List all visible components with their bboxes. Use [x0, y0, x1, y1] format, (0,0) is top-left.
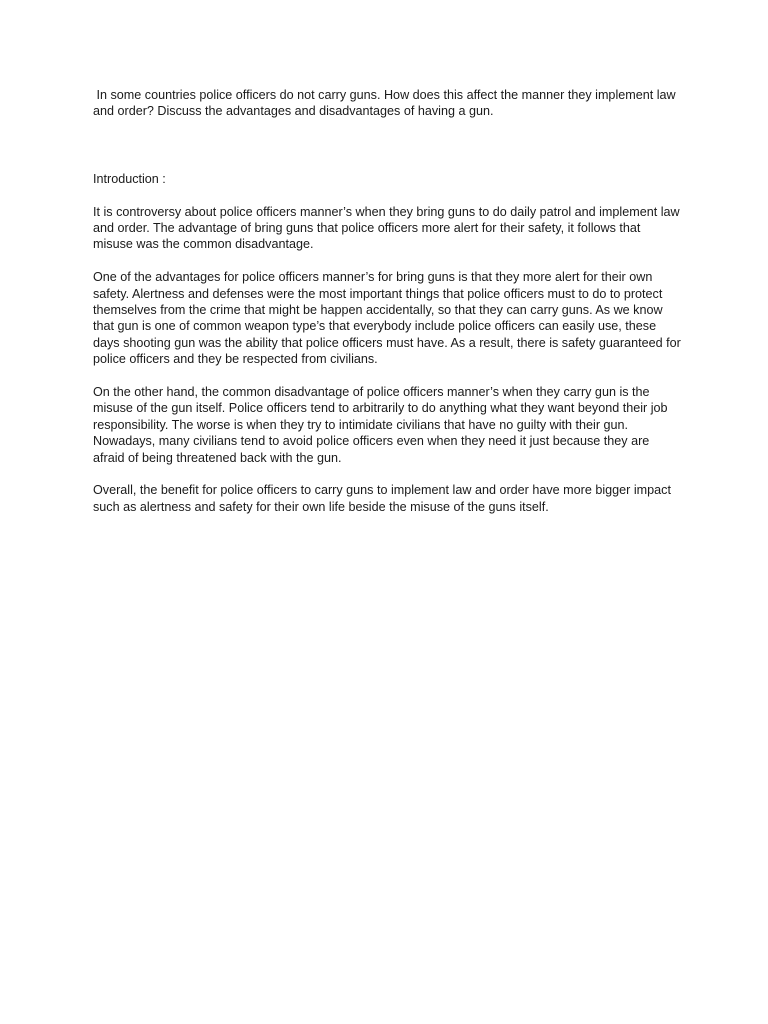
introduction-heading: Introduction : — [93, 171, 166, 186]
paragraph-conclusion: Overall, the benefit for police officers to carry guns to implement law and order have more bigger impact such as alertness and safety for their own life beside the misuse of the guns itself. — [93, 483, 671, 514]
essay-prompt: In some countries police officers do not carry guns. How does this affect the manner they implement law and order? Discuss the advantages and disadvantages of having a gun. — [93, 88, 680, 119]
paragraph-disadvantages: On the other hand, the common disadvantage of police officers manner’s when they carry gun is the misuse of the gun itself. Police officers tend to arbitrarily to do anything what they want beyond their job responsibility. The worse is when they try to intimidate civilians that have no guilty with their gun. Nowadays, many civilians tend to avoid police officers even when they need it just because they are afraid of being threatened back with the gun. — [93, 385, 668, 465]
essay-body — [93, 87, 683, 532]
paragraph-introduction: It is controversy about police officers manner’s when they bring guns to do daily patrol and implement law and order. The advantage of bring guns that police officers more alert for their safety, it follows that misuse was the common disadvantage. — [93, 204, 680, 252]
paragraph-advantages: One of the advantages for police officers manner’s for bring guns is that they more alert for their own safety. Alertness and defenses were the most important things that police officers must to do to protect themselves from the crime that might be happen accidentally, so that they can carry guns. As we know that gun is one of common weapon type’s that everybody include police officers can easily use, these days shooting gun was the ability that police officers must have. As a result, there is safety guaranteed for police officers and they be respected from civilians. — [93, 270, 681, 367]
